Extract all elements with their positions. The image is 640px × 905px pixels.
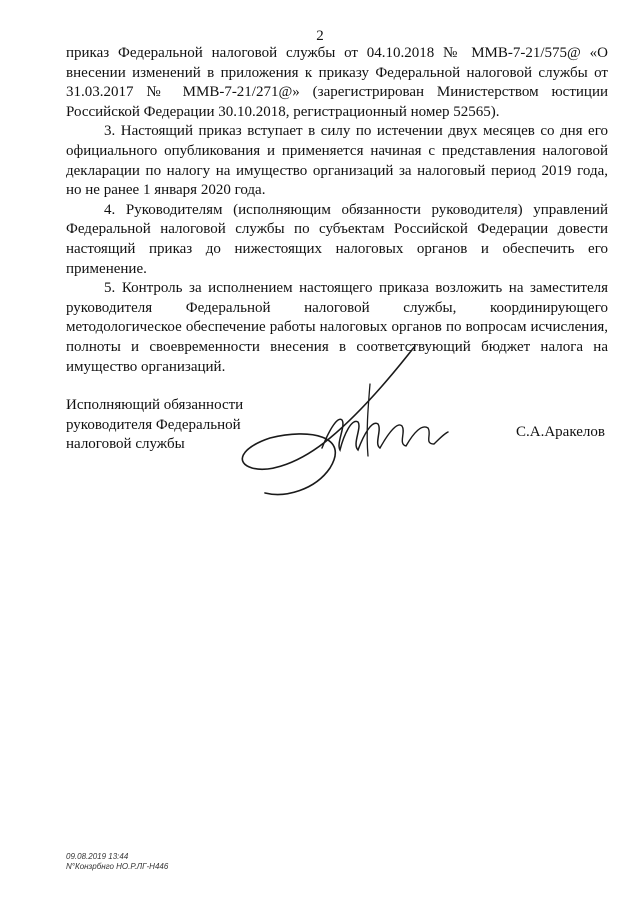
handwritten-signature	[230, 338, 480, 510]
footer-timestamp: 09.08.2019 13:44	[66, 852, 129, 861]
signer-name: С.А.Аракелов	[516, 424, 605, 440]
signer-position-line: руководителя Федеральной	[66, 416, 241, 433]
page-number: 2	[316, 28, 324, 44]
paragraph-3: 3. Настоящий приказ вступает в силу по истечении двух месяцев со дня его официального опубликования и применяется начиная с представления налоговой декларации по налогу на имущество организаций за налоговый период 2019 года, но не ранее 1 января 2020 года.	[66, 123, 608, 199]
signer-position-line: налоговой службы	[66, 436, 185, 453]
document-body	[66, 44, 608, 377]
paragraph-continuation: приказ Федеральной налоговой службы от 04.10.2018 № ММВ-7-21/575@ «О внесении изменений в приложения к приказу Федеральной налоговой службы от 31.03.2017 № ММВ-7-21/271@» (зарегистрирован Министерством юстиции Российской Федерации 30.10.2018, регистрационный номер 52565).	[66, 45, 608, 120]
signer-position-line: Исполняющий обязанности	[66, 397, 244, 413]
document-footer	[66, 852, 168, 872]
paragraph-4: 4. Руководителям (исполняющим обязанности руководителя) управлений Федеральной налоговой службы по субъектам Российской Федерации довести настоящий приказ до нижестоящих налоговых органов и обеспечить его применение.	[66, 201, 608, 277]
paragraph-5: 5. Контроль за исполнением настоящего приказа возложить на заместителя руководителя Федеральной налоговой службы, координирующего методологическое обеспечение работы налоговых органов по вопросам исчисления, полноты и своевременности внесения в соответствующий бюджет налога на имущество организаций.	[66, 280, 608, 375]
footer-reference: N°Конзрбнго НО.Р.ЛГ-Н446	[66, 862, 169, 871]
